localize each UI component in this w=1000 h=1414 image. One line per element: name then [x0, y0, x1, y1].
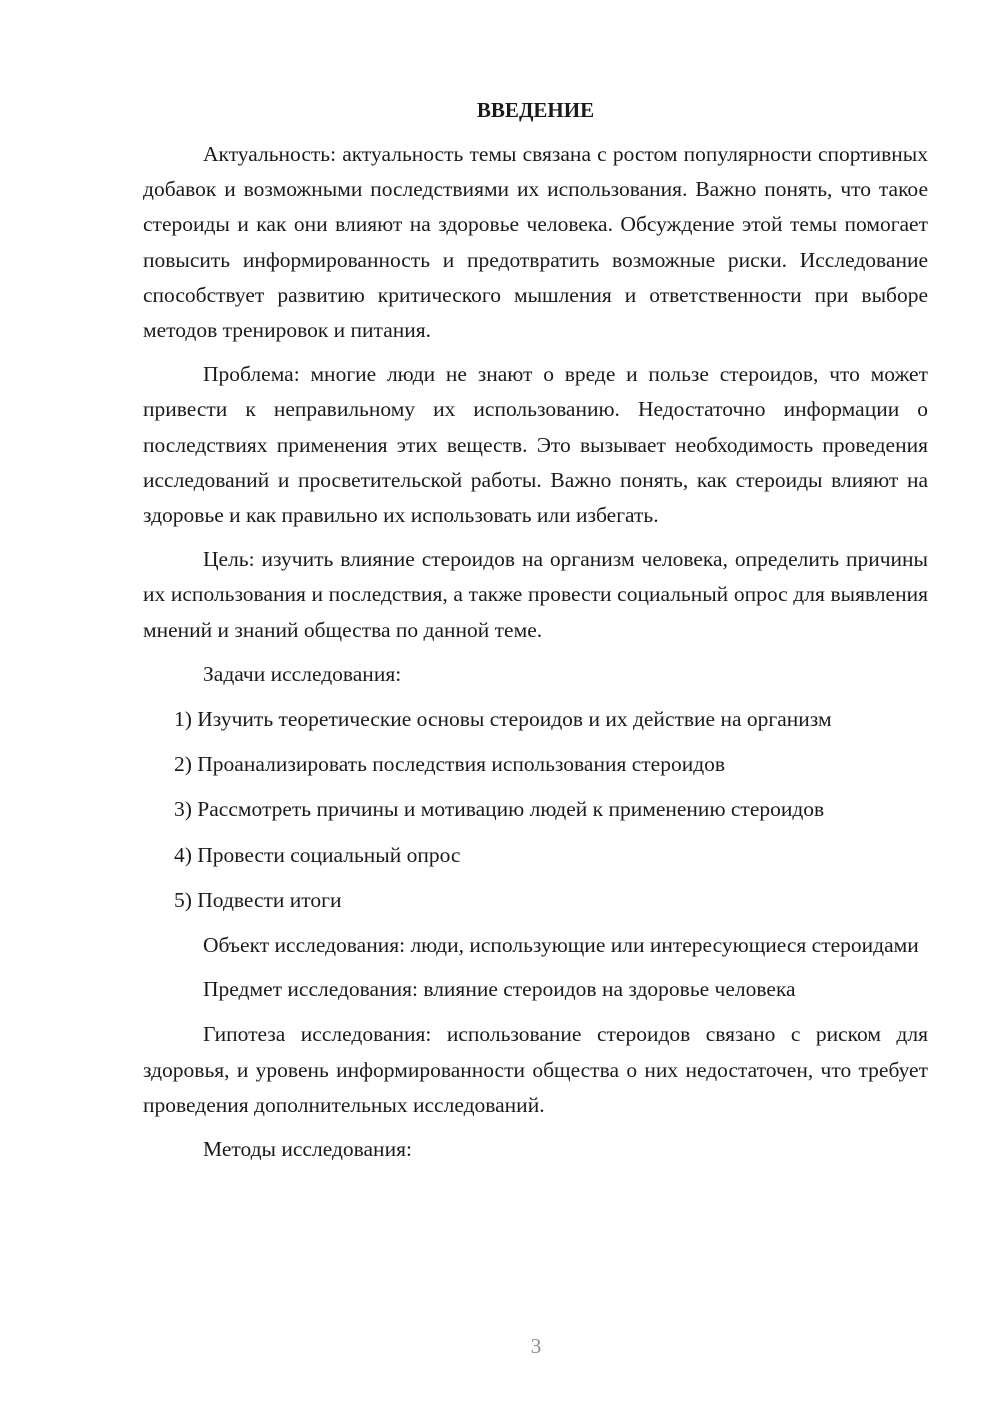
page-number: 3 — [530, 1334, 542, 1358]
relevance-paragraph: Актуальность: актуальность темы связана с ростом популярности спортивных добавок и возможными последствиями их использования. Важно понять, что такое стероиды и как они влияют на здоровье человека. Обсуждение этой темы помогает повысить информированность и предотвратить возможные риски. Исследование способствует развитию критического мышления и ответственности при выборе методов тренировок и питания. — [143, 142, 928, 343]
goal-paragraph: Цель: изучить влияние стероидов на организм человека, определить причины их использования и последствия, а также провести социальный опрос для выявления мнений и знаний общества по данной теме. — [143, 547, 928, 642]
section-title: ВВЕДЕНИЕ — [476, 98, 595, 122]
subject-paragraph: Предмет исследования: влияние стероидов на здоровье человека — [203, 977, 796, 1002]
problem-paragraph: Проблема: многие люди не знают о вреде и пользе стероидов, что может привести к неправильному их использованию. Недостаточно информации о последствиях применения этих веществ. Это вызывает необходимость проведения исследований и просветительской работы. Важно понять, как стероиды влияют на здоровье и как правильно их использовать или избегать. — [143, 362, 928, 528]
methods-heading: Методы исследования: — [203, 1137, 412, 1162]
list-item: 4) Провести социальный опрос — [174, 842, 461, 867]
hypothesis-paragraph: Гипотеза исследования: использование стероидов связано с риском для здоровья, и уровень информированности общества о них недостаточен, что требует проведения дополнительных исследований. — [143, 1022, 928, 1117]
list-item: 1) Изучить теоретические основы стероидов и их действие на организм — [174, 707, 832, 732]
list-item: 5) Подвести итоги — [174, 887, 342, 912]
list-item: 3) Рассмотреть причины и мотивацию людей к применению стероидов — [174, 797, 825, 822]
tasks-list — [143, 702, 928, 918]
object-paragraph: Объект исследования: люди, использующие или интересующиеся стероидами — [203, 933, 919, 958]
document-page — [143, 95, 928, 1177]
list-item: 2) Проанализировать последствия использования стероидов — [174, 752, 726, 777]
tasks-heading: Задачи исследования: — [203, 661, 402, 686]
